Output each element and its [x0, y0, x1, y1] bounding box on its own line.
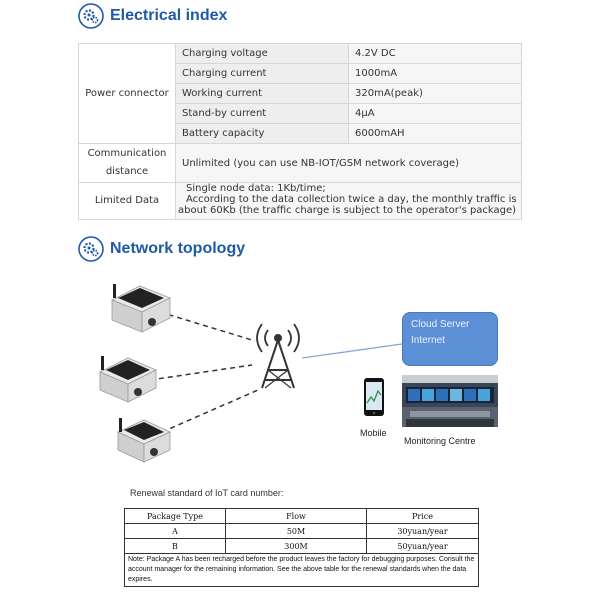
package-type-cell: B — [125, 539, 226, 554]
limited-data-label: Limited Data — [79, 183, 176, 220]
monitoring-centre-label: Monitoring Centre — [404, 436, 476, 446]
mobile-label: Mobile — [360, 428, 387, 438]
table-row — [125, 554, 479, 587]
cell-tower-icon — [257, 324, 299, 388]
power-connector-label: Power connector — [79, 44, 176, 144]
section-title: Network topology — [110, 240, 246, 257]
column-header: Price — [367, 509, 479, 524]
table-row — [125, 524, 479, 539]
link-line — [302, 344, 402, 358]
comm-distance-label: Communication distance — [79, 144, 176, 183]
flow-cell: 50M — [226, 524, 367, 539]
limited-line-1: Single node data: 1Kb/time; — [186, 183, 326, 194]
sensor-device-icon — [112, 284, 170, 332]
limited-line-3: about 60Kb (the traffic charge is subject to the operator's package) — [178, 205, 517, 216]
package-type-cell: A — [125, 524, 226, 539]
cloud-line-1: Cloud Server — [411, 319, 470, 330]
renewal-note: Note: Package A has been recharged before the product leaves the factory for debugging purposes. Consult the account manager for the remaining information. See the above table for the renewal standards when the data expires. — [125, 554, 479, 587]
row-key: Charging voltage — [176, 44, 349, 64]
section-title: Electrical index — [110, 7, 228, 24]
renewal-caption: Renewal standard of IoT card number: — [130, 488, 284, 498]
column-header: Flow — [226, 509, 367, 524]
renewal-table — [124, 508, 479, 587]
price-cell: 30yuan/year — [367, 524, 479, 539]
table-header-row — [125, 509, 479, 524]
link-line — [160, 312, 252, 340]
cloud-line-2: Internet — [411, 335, 445, 346]
flow-cell: 300M — [226, 539, 367, 554]
table-row — [125, 539, 479, 554]
link-line — [150, 365, 252, 380]
row-value: 4μA — [349, 104, 522, 124]
monitoring-centre-image — [402, 375, 498, 427]
sensor-device-icon — [118, 418, 170, 462]
comm-distance-value: Unlimited (you can use NB-IOT/GSM network coverage) — [176, 144, 522, 183]
limited-line-2: According to the data collection twice a day, the monthly traffic is — [186, 194, 517, 205]
price-cell: 50yuan/year — [367, 539, 479, 554]
row-value: 320mA(peak) — [349, 84, 522, 104]
row-value: 4.2V DC — [349, 44, 522, 64]
sensor-device-icon — [100, 356, 156, 402]
row-value: 6000mAH — [349, 124, 522, 144]
row-key: Charging current — [176, 64, 349, 84]
column-header: Package Type — [125, 509, 226, 524]
smartphone-icon — [363, 377, 385, 417]
row-key: Battery capacity — [176, 124, 349, 144]
row-value: 1000mA — [349, 64, 522, 84]
row-key: Working current — [176, 84, 349, 104]
cloud-server-box — [402, 312, 498, 366]
link-line — [162, 390, 258, 432]
row-key: Stand-by current — [176, 104, 349, 124]
